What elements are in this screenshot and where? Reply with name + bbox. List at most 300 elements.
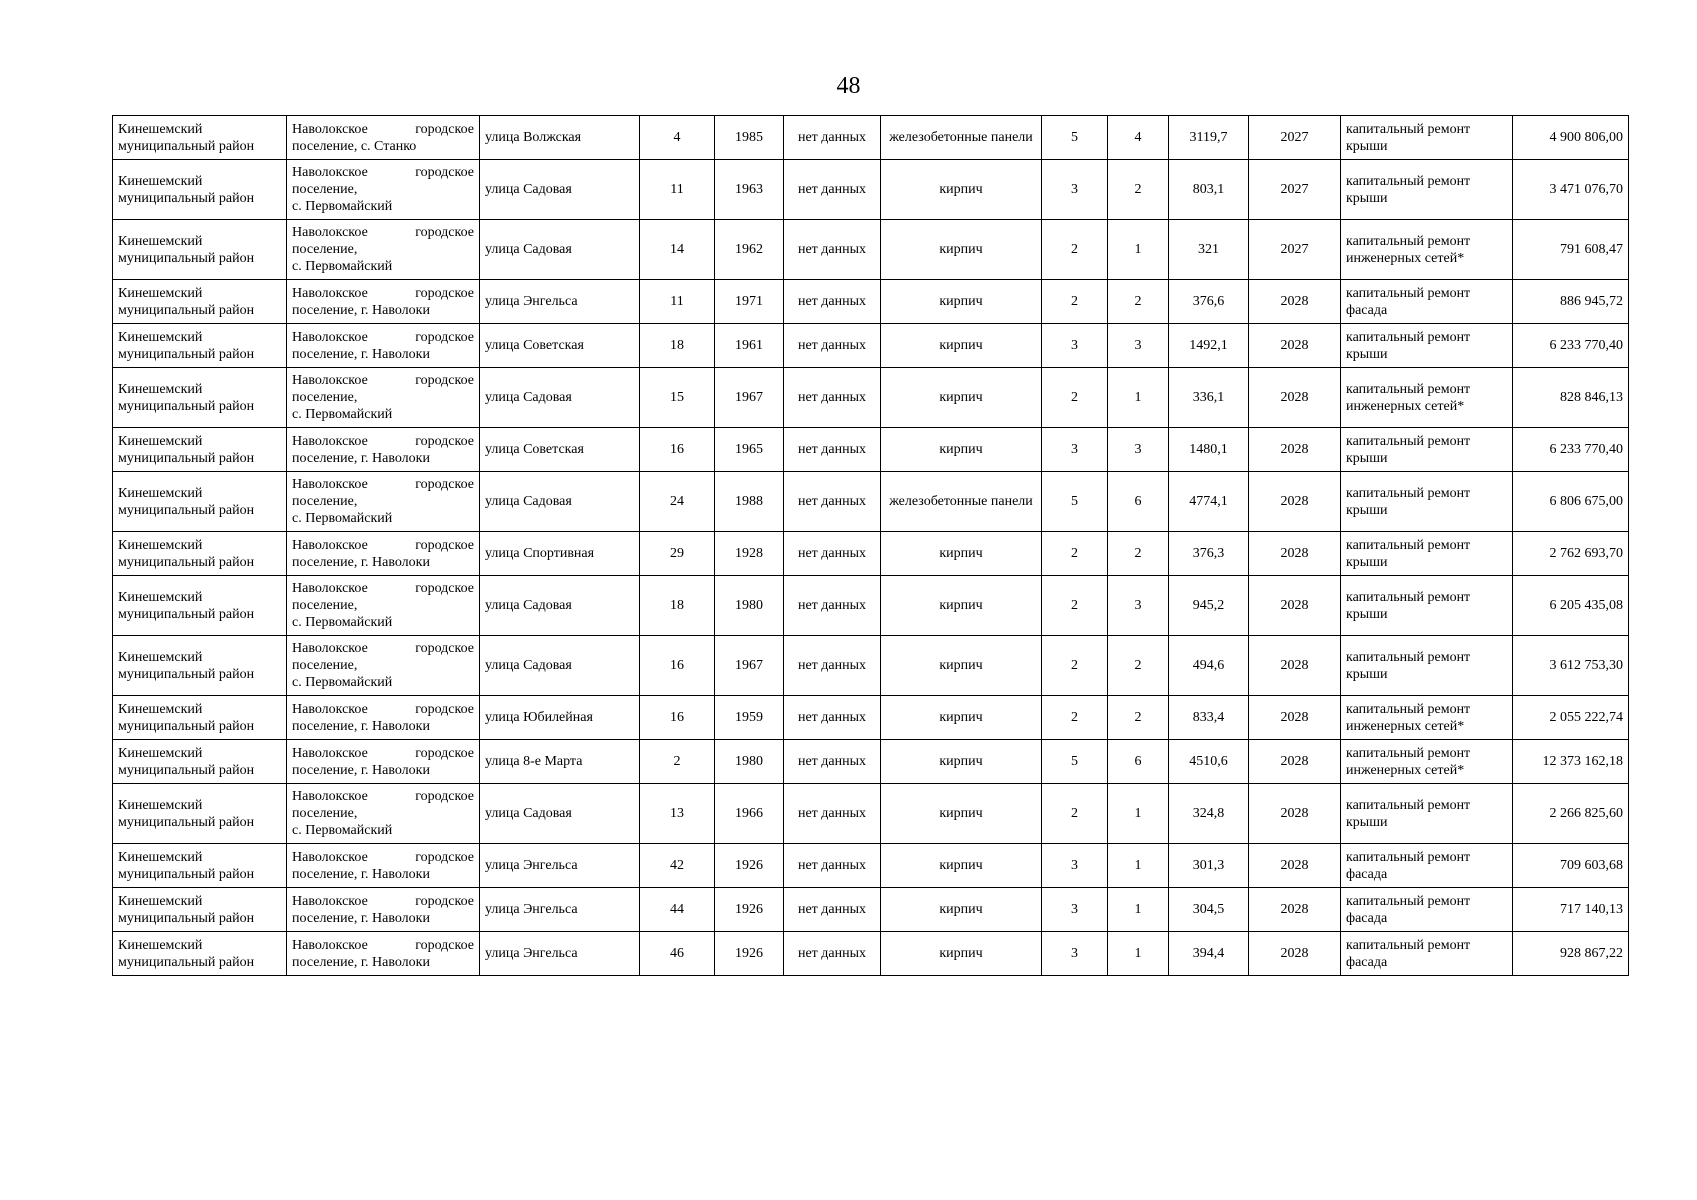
settlement-head xyxy=(292,640,474,657)
settlement-rest-text: поселение, г. Наволоки xyxy=(292,718,430,734)
cost-cell: 12 373 162,18 xyxy=(1513,740,1629,784)
area-cell: 4774,1 xyxy=(1169,472,1249,532)
wall-material-cell: кирпич xyxy=(881,696,1042,740)
work-type-cell: капитальный ремонт фасада xyxy=(1341,932,1513,976)
house-number-cell: 11 xyxy=(640,160,715,220)
construction-year-cell: 1926 xyxy=(715,844,784,888)
area-cell: 803,1 xyxy=(1169,160,1249,220)
cost-cell: 6 806 675,00 xyxy=(1513,472,1629,532)
house-number-cell: 2 xyxy=(640,740,715,784)
cost-cell: 791 608,47 xyxy=(1513,220,1629,280)
street-cell: улица Садовая xyxy=(480,472,640,532)
construction-year-cell: 1985 xyxy=(715,116,784,160)
floors-cell: 3 xyxy=(1042,932,1108,976)
settlement-word: Наволокское xyxy=(292,537,368,553)
floors-cell: 5 xyxy=(1042,740,1108,784)
settlement-word: Наволокское xyxy=(292,433,368,449)
settlement-word: Наволокское xyxy=(292,581,368,596)
construction-year-cell: 1967 xyxy=(715,636,784,696)
work-type-cell: капитальный ремонт крыши xyxy=(1341,784,1513,844)
plan-year-cell: 2027 xyxy=(1249,160,1341,220)
construction-year-cell: 1966 xyxy=(715,784,784,844)
settlement-cell xyxy=(287,280,480,324)
settlement-word: Наволокское xyxy=(292,641,368,656)
settlement-word: городское xyxy=(415,165,474,180)
settlement-head xyxy=(292,285,474,302)
wall-material-cell: кирпич xyxy=(881,784,1042,844)
street-cell: улица Садовая xyxy=(480,636,640,696)
construction-year-cell: 1965 xyxy=(715,428,784,472)
floors-cell: 2 xyxy=(1042,280,1108,324)
entrances-cell: 4 xyxy=(1108,116,1169,160)
table-row xyxy=(113,220,1629,280)
entrances-cell: 3 xyxy=(1108,324,1169,368)
settlement-cell xyxy=(287,696,480,740)
settlement-cell xyxy=(287,368,480,428)
settlement-cell xyxy=(287,932,480,976)
entrances-cell: 3 xyxy=(1108,576,1169,636)
settlement-word: городское xyxy=(415,477,474,492)
settlement-word: Наволокское xyxy=(292,477,368,492)
table-row xyxy=(113,368,1629,428)
district-cell: Кинешемский муниципальный район xyxy=(113,324,287,368)
area-cell: 1492,1 xyxy=(1169,324,1249,368)
plan-year-cell: 2028 xyxy=(1249,472,1341,532)
construction-year-cell: 1988 xyxy=(715,472,784,532)
settlement-word: городское xyxy=(415,537,474,553)
settlement-rest-text: поселение, г. Наволоки xyxy=(292,762,430,778)
area-cell: 1480,1 xyxy=(1169,428,1249,472)
district-cell: Кинешемский муниципальный район xyxy=(113,696,287,740)
area-cell: 945,2 xyxy=(1169,576,1249,636)
settlement-word: Наволокское xyxy=(292,893,368,909)
plan-year-cell: 2028 xyxy=(1249,324,1341,368)
work-type-cell: капитальный ремонт крыши xyxy=(1341,636,1513,696)
floors-cell: 2 xyxy=(1042,220,1108,280)
settlement-rest-text: поселение, г. Наволоки xyxy=(292,954,430,970)
settlement-word: городское xyxy=(415,225,474,240)
district-cell: Кинешемский муниципальный район xyxy=(113,844,287,888)
floors-cell: 2 xyxy=(1042,576,1108,636)
table-row xyxy=(113,740,1629,784)
floors-cell: 3 xyxy=(1042,324,1108,368)
wall-material-cell: кирпич xyxy=(881,888,1042,932)
status-cell: нет данных xyxy=(784,888,881,932)
table-row xyxy=(113,280,1629,324)
district-cell: Кинешемский муниципальный район xyxy=(113,784,287,844)
plan-year-cell: 2028 xyxy=(1249,844,1341,888)
work-type-cell: капитальный ремонт крыши xyxy=(1341,532,1513,576)
plan-year-cell: 2028 xyxy=(1249,888,1341,932)
settlement-head xyxy=(292,537,474,554)
settlement-word: Наволокское xyxy=(292,165,368,180)
settlement-cell xyxy=(287,784,480,844)
house-number-cell: 24 xyxy=(640,472,715,532)
status-cell: нет данных xyxy=(784,636,881,696)
buildings-table xyxy=(112,115,1629,976)
house-number-cell: 4 xyxy=(640,116,715,160)
settlement-cell xyxy=(287,324,480,368)
settlement-cell xyxy=(287,636,480,696)
entrances-cell: 2 xyxy=(1108,532,1169,576)
table-row xyxy=(113,932,1629,976)
settlement-head xyxy=(292,433,474,450)
house-number-cell: 18 xyxy=(640,576,715,636)
wall-material-cell: кирпич xyxy=(881,428,1042,472)
settlement-word: городское xyxy=(415,849,474,865)
cost-cell: 6 205 435,08 xyxy=(1513,576,1629,636)
settlement-cell xyxy=(287,888,480,932)
area-cell: 833,4 xyxy=(1169,696,1249,740)
district-cell: Кинешемский муниципальный район xyxy=(113,116,287,160)
street-cell: улица Спортивная xyxy=(480,532,640,576)
settlement-head xyxy=(292,788,474,805)
plan-year-cell: 2028 xyxy=(1249,740,1341,784)
settlement-cell xyxy=(287,428,480,472)
wall-material-cell: кирпич xyxy=(881,532,1042,576)
street-cell: улица 8-е Марта xyxy=(480,740,640,784)
street-cell: улица Садовая xyxy=(480,160,640,220)
house-number-cell: 16 xyxy=(640,636,715,696)
plan-year-cell: 2028 xyxy=(1249,784,1341,844)
table-body xyxy=(113,116,1629,976)
district-cell: Кинешемский муниципальный район xyxy=(113,472,287,532)
area-cell: 4510,6 xyxy=(1169,740,1249,784)
settlement-word: городское xyxy=(415,893,474,909)
district-cell: Кинешемский муниципальный район xyxy=(113,740,287,784)
construction-year-cell: 1980 xyxy=(715,740,784,784)
table-row xyxy=(113,324,1629,368)
floors-cell: 2 xyxy=(1042,784,1108,844)
construction-year-cell: 1980 xyxy=(715,576,784,636)
settlement-cell xyxy=(287,844,480,888)
settlement-head xyxy=(292,745,474,762)
settlement-head xyxy=(292,701,474,718)
wall-material-cell: железобетонные панели xyxy=(881,116,1042,160)
status-cell: нет данных xyxy=(784,696,881,740)
entrances-cell: 2 xyxy=(1108,696,1169,740)
settlement-word: городское xyxy=(415,329,474,345)
settlement-rest-text: поселение, г. Наволоки xyxy=(292,346,430,362)
settlement-word: городское xyxy=(415,373,474,388)
status-cell: нет данных xyxy=(784,160,881,220)
house-number-cell: 13 xyxy=(640,784,715,844)
wall-material-cell: кирпич xyxy=(881,220,1042,280)
street-cell: улица Энгельса xyxy=(480,888,640,932)
wall-material-cell: кирпич xyxy=(881,160,1042,220)
area-cell: 3119,7 xyxy=(1169,116,1249,160)
settlement-rest-text: поселение, г. Наволоки xyxy=(292,910,430,926)
plan-year-cell: 2028 xyxy=(1249,428,1341,472)
table-row xyxy=(113,532,1629,576)
construction-year-cell: 1926 xyxy=(715,932,784,976)
house-number-cell: 15 xyxy=(640,368,715,428)
settlement-rest-text: поселение, г. Наволоки xyxy=(292,554,430,570)
settlement-cell xyxy=(287,160,480,220)
construction-year-cell: 1963 xyxy=(715,160,784,220)
settlement-word: Наволокское xyxy=(292,849,368,865)
cost-cell: 3 471 076,70 xyxy=(1513,160,1629,220)
settlement-word: Наволокское xyxy=(292,937,368,953)
floors-cell: 3 xyxy=(1042,844,1108,888)
status-cell: нет данных xyxy=(784,428,881,472)
work-type-cell: капитальный ремонт инженерных сетей* xyxy=(1341,740,1513,784)
wall-material-cell: кирпич xyxy=(881,740,1042,784)
house-number-cell: 29 xyxy=(640,532,715,576)
construction-year-cell: 1967 xyxy=(715,368,784,428)
settlement-head xyxy=(292,372,474,389)
plan-year-cell: 2028 xyxy=(1249,280,1341,324)
house-number-cell: 16 xyxy=(640,428,715,472)
entrances-cell: 1 xyxy=(1108,368,1169,428)
settlement-word: Наволокское xyxy=(292,225,368,240)
settlement-rest-text: поселение, с. Первомайский xyxy=(292,182,393,214)
settlement-head xyxy=(292,849,474,866)
settlement-word: Наволокское xyxy=(292,329,368,345)
settlement-head xyxy=(292,121,474,138)
settlement-word: Наволокское xyxy=(292,789,368,804)
street-cell: улица Садовая xyxy=(480,220,640,280)
table-row xyxy=(113,784,1629,844)
construction-year-cell: 1971 xyxy=(715,280,784,324)
construction-year-cell: 1928 xyxy=(715,532,784,576)
entrances-cell: 1 xyxy=(1108,220,1169,280)
table-row xyxy=(113,160,1629,220)
settlement-word: Наволокское xyxy=(292,285,368,301)
settlement-word: городское xyxy=(415,641,474,656)
district-cell: Кинешемский муниципальный район xyxy=(113,160,287,220)
floors-cell: 2 xyxy=(1042,636,1108,696)
settlement-word: городское xyxy=(415,937,474,953)
status-cell: нет данных xyxy=(784,784,881,844)
settlement-rest-text: поселение, с. Первомайский xyxy=(292,598,393,630)
cost-cell: 6 233 770,40 xyxy=(1513,428,1629,472)
street-cell: улица Юбилейная xyxy=(480,696,640,740)
floors-cell: 3 xyxy=(1042,428,1108,472)
table-row xyxy=(113,844,1629,888)
floors-cell: 2 xyxy=(1042,368,1108,428)
settlement-word: городское xyxy=(415,433,474,449)
settlement-cell xyxy=(287,472,480,532)
settlement-head xyxy=(292,580,474,597)
status-cell: нет данных xyxy=(784,220,881,280)
settlement-head xyxy=(292,224,474,241)
settlement-word: городское xyxy=(415,745,474,761)
street-cell: улица Энгельса xyxy=(480,844,640,888)
house-number-cell: 46 xyxy=(640,932,715,976)
settlement-head xyxy=(292,476,474,493)
entrances-cell: 6 xyxy=(1108,472,1169,532)
street-cell: улица Садовая xyxy=(480,368,640,428)
entrances-cell: 2 xyxy=(1108,636,1169,696)
settlement-rest-text: поселение, г. Наволоки xyxy=(292,450,430,466)
settlement-head xyxy=(292,893,474,910)
area-cell: 376,6 xyxy=(1169,280,1249,324)
area-cell: 494,6 xyxy=(1169,636,1249,696)
house-number-cell: 44 xyxy=(640,888,715,932)
work-type-cell: капитальный ремонт крыши xyxy=(1341,116,1513,160)
wall-material-cell: кирпич xyxy=(881,280,1042,324)
page-number: 48 xyxy=(836,73,861,99)
house-number-cell: 11 xyxy=(640,280,715,324)
settlement-rest-text: поселение, с. Первомайский xyxy=(292,494,393,526)
plan-year-cell: 2028 xyxy=(1249,932,1341,976)
wall-material-cell: железобетонные панели xyxy=(881,472,1042,532)
status-cell: нет данных xyxy=(784,932,881,976)
street-cell: улица Советская xyxy=(480,324,640,368)
work-type-cell: капитальный ремонт крыши xyxy=(1341,428,1513,472)
plan-year-cell: 2028 xyxy=(1249,696,1341,740)
district-cell: Кинешемский муниципальный район xyxy=(113,532,287,576)
construction-year-cell: 1962 xyxy=(715,220,784,280)
table-row xyxy=(113,428,1629,472)
settlement-word: Наволокское xyxy=(292,701,368,717)
cost-cell: 2 266 825,60 xyxy=(1513,784,1629,844)
area-cell: 321 xyxy=(1169,220,1249,280)
plan-year-cell: 2027 xyxy=(1249,220,1341,280)
settlement-rest-text: поселение, с. Первомайский xyxy=(292,242,393,274)
settlement-cell xyxy=(287,116,480,160)
settlement-rest-text: поселение, с. Первомайский xyxy=(292,806,393,838)
entrances-cell: 1 xyxy=(1108,784,1169,844)
district-cell: Кинешемский муниципальный район xyxy=(113,368,287,428)
work-type-cell: капитальный ремонт фасада xyxy=(1341,844,1513,888)
settlement-cell xyxy=(287,740,480,784)
work-type-cell: капитальный ремонт фасада xyxy=(1341,888,1513,932)
table-row xyxy=(113,576,1629,636)
area-cell: 394,4 xyxy=(1169,932,1249,976)
entrances-cell: 1 xyxy=(1108,844,1169,888)
area-cell: 336,1 xyxy=(1169,368,1249,428)
work-type-cell: капитальный ремонт крыши xyxy=(1341,576,1513,636)
house-number-cell: 14 xyxy=(640,220,715,280)
settlement-cell xyxy=(287,532,480,576)
wall-material-cell: кирпич xyxy=(881,844,1042,888)
floors-cell: 3 xyxy=(1042,160,1108,220)
status-cell: нет данных xyxy=(784,740,881,784)
district-cell: Кинешемский муниципальный район xyxy=(113,636,287,696)
settlement-word: городское xyxy=(415,701,474,717)
floors-cell: 5 xyxy=(1042,472,1108,532)
settlement-word: городское xyxy=(415,789,474,804)
work-type-cell: капитальный ремонт инженерных сетей* xyxy=(1341,220,1513,280)
work-type-cell: капитальный ремонт крыши xyxy=(1341,472,1513,532)
cost-cell: 709 603,68 xyxy=(1513,844,1629,888)
work-type-cell: капитальный ремонт инженерных сетей* xyxy=(1341,368,1513,428)
street-cell: улица Садовая xyxy=(480,576,640,636)
settlement-rest-text: поселение, с. Станко xyxy=(292,138,417,154)
floors-cell: 2 xyxy=(1042,696,1108,740)
floors-cell: 2 xyxy=(1042,532,1108,576)
plan-year-cell: 2028 xyxy=(1249,576,1341,636)
entrances-cell: 6 xyxy=(1108,740,1169,784)
entrances-cell: 2 xyxy=(1108,160,1169,220)
area-cell: 301,3 xyxy=(1169,844,1249,888)
wall-material-cell: кирпич xyxy=(881,368,1042,428)
cost-cell: 2 762 693,70 xyxy=(1513,532,1629,576)
cost-cell: 2 055 222,74 xyxy=(1513,696,1629,740)
area-cell: 376,3 xyxy=(1169,532,1249,576)
settlement-head xyxy=(292,329,474,346)
settlement-word: городское xyxy=(415,581,474,596)
wall-material-cell: кирпич xyxy=(881,576,1042,636)
district-cell: Кинешемский муниципальный район xyxy=(113,428,287,472)
settlement-word: Наволокское xyxy=(292,373,368,388)
cost-cell: 6 233 770,40 xyxy=(1513,324,1629,368)
wall-material-cell: кирпич xyxy=(881,636,1042,696)
settlement-word: городское xyxy=(415,121,474,137)
street-cell: улица Энгельса xyxy=(480,280,640,324)
wall-material-cell: кирпич xyxy=(881,932,1042,976)
plan-year-cell: 2027 xyxy=(1249,116,1341,160)
status-cell: нет данных xyxy=(784,324,881,368)
settlement-head xyxy=(292,937,474,954)
status-cell: нет данных xyxy=(784,532,881,576)
district-cell: Кинешемский муниципальный район xyxy=(113,280,287,324)
work-type-cell: капитальный ремонт крыши xyxy=(1341,160,1513,220)
work-type-cell: капитальный ремонт крыши xyxy=(1341,324,1513,368)
settlement-rest-text: поселение, с. Первомайский xyxy=(292,390,393,422)
table-row xyxy=(113,116,1629,160)
settlement-rest-text: поселение, г. Наволоки xyxy=(292,866,430,882)
plan-year-cell: 2028 xyxy=(1249,532,1341,576)
settlement-word: городское xyxy=(415,285,474,301)
area-cell: 324,8 xyxy=(1169,784,1249,844)
district-cell: Кинешемский муниципальный район xyxy=(113,932,287,976)
district-cell: Кинешемский муниципальный район xyxy=(113,888,287,932)
cost-cell: 886 945,72 xyxy=(1513,280,1629,324)
entrances-cell: 2 xyxy=(1108,280,1169,324)
plan-year-cell: 2028 xyxy=(1249,636,1341,696)
plan-year-cell: 2028 xyxy=(1249,368,1341,428)
status-cell: нет данных xyxy=(784,280,881,324)
cost-cell: 828 846,13 xyxy=(1513,368,1629,428)
settlement-head xyxy=(292,164,474,181)
house-number-cell: 42 xyxy=(640,844,715,888)
cost-cell: 4 900 806,00 xyxy=(1513,116,1629,160)
construction-year-cell: 1926 xyxy=(715,888,784,932)
status-cell: нет данных xyxy=(784,116,881,160)
cost-cell: 717 140,13 xyxy=(1513,888,1629,932)
settlement-rest-text: поселение, г. Наволоки xyxy=(292,302,430,318)
status-cell: нет данных xyxy=(784,844,881,888)
house-number-cell: 18 xyxy=(640,324,715,368)
construction-year-cell: 1961 xyxy=(715,324,784,368)
street-cell: улица Энгельса xyxy=(480,932,640,976)
table-row xyxy=(113,696,1629,740)
district-cell: Кинешемский муниципальный район xyxy=(113,576,287,636)
street-cell: улица Волжская xyxy=(480,116,640,160)
table-row xyxy=(113,472,1629,532)
work-type-cell: капитальный ремонт инженерных сетей* xyxy=(1341,696,1513,740)
area-cell: 304,5 xyxy=(1169,888,1249,932)
settlement-rest-text: поселение, с. Первомайский xyxy=(292,658,393,690)
table-row xyxy=(113,636,1629,696)
status-cell: нет данных xyxy=(784,368,881,428)
status-cell: нет данных xyxy=(784,472,881,532)
floors-cell: 5 xyxy=(1042,116,1108,160)
entrances-cell: 1 xyxy=(1108,888,1169,932)
floors-cell: 3 xyxy=(1042,888,1108,932)
house-number-cell: 16 xyxy=(640,696,715,740)
street-cell: улица Садовая xyxy=(480,784,640,844)
status-cell: нет данных xyxy=(784,576,881,636)
table-row xyxy=(113,888,1629,932)
construction-year-cell: 1959 xyxy=(715,696,784,740)
entrances-cell: 3 xyxy=(1108,428,1169,472)
settlement-cell xyxy=(287,220,480,280)
district-cell: Кинешемский муниципальный район xyxy=(113,220,287,280)
